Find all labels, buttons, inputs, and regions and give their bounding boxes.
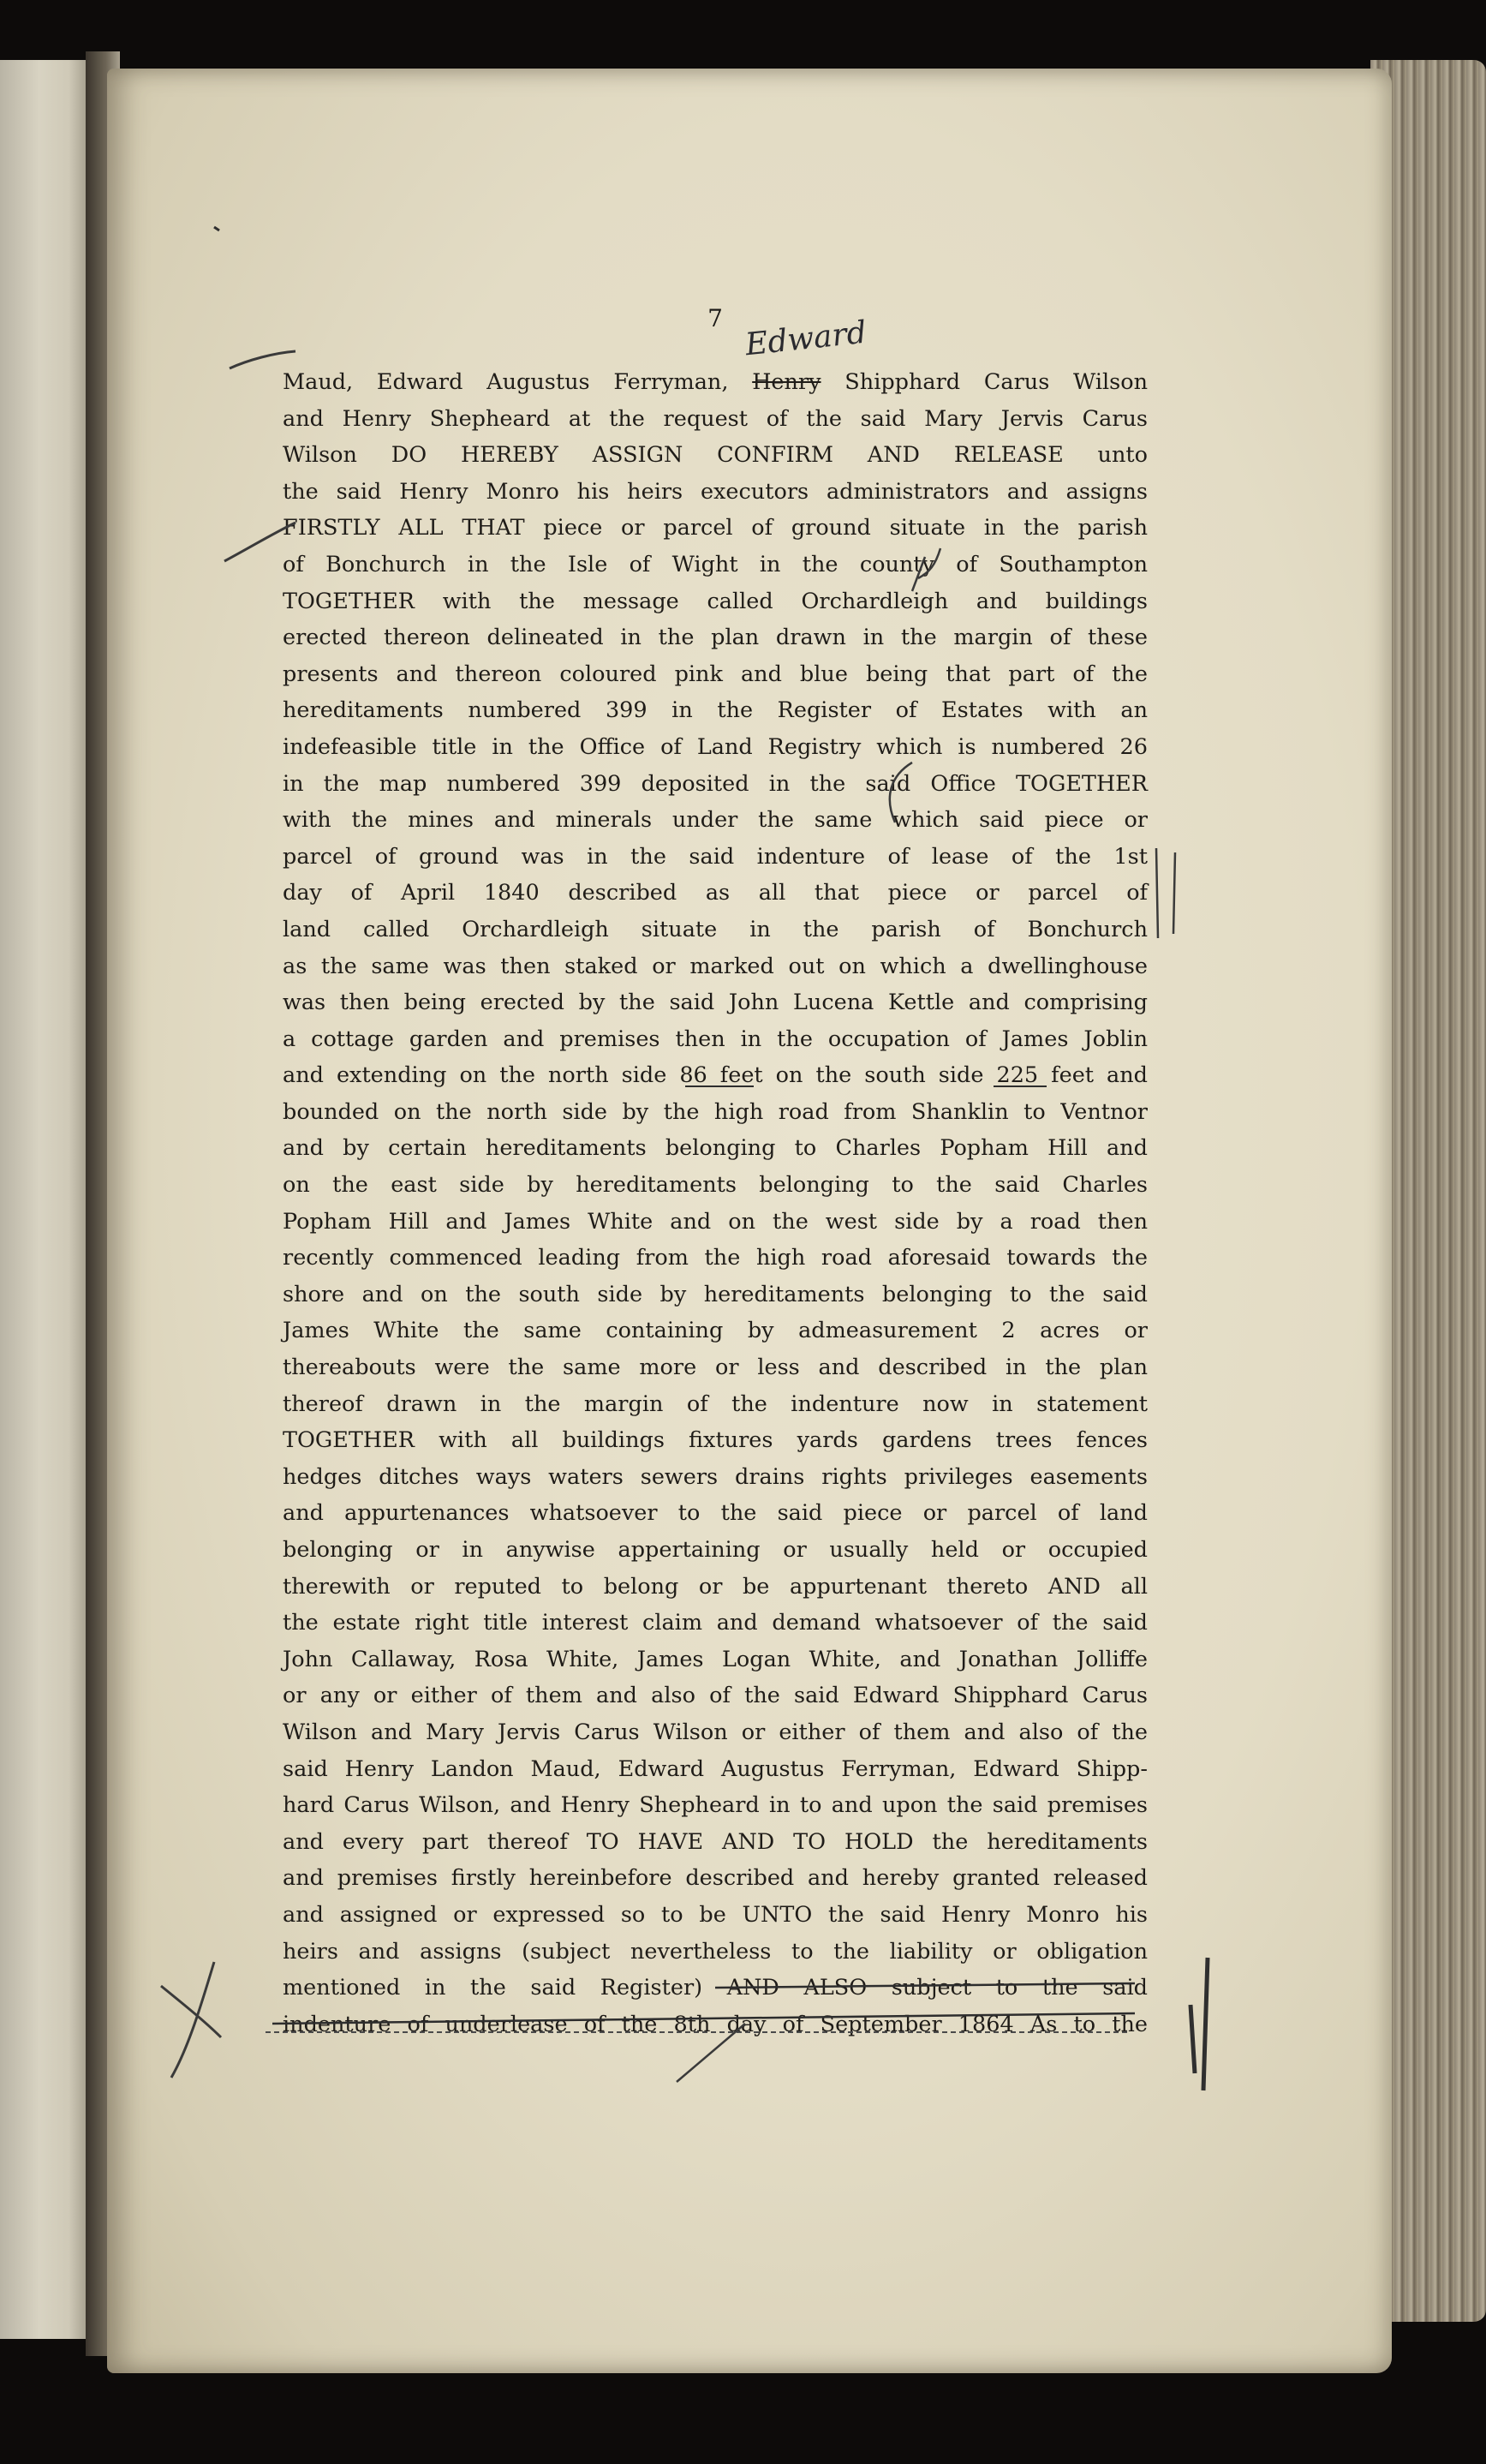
line-text: TOGETHER with the message called Orchardleigh and buildings [283, 588, 1148, 614]
line-text: and appurtenances whatsoever to the said piece or parcel of land [283, 1500, 1148, 1527]
line-text: the estate right title interest claim and demand whatsoever of the said [283, 1610, 1148, 1636]
line-text: and extending on the north side 86 feet on the south side 225 feet and [283, 1062, 1148, 1089]
text-line [283, 474, 1148, 511]
text-line [283, 729, 1148, 766]
text-line [283, 766, 1148, 803]
line-text: of Bonchurch in the Isle of Wight in the county of Southampton [283, 551, 1148, 577]
text-line [283, 1094, 1148, 1131]
text-line [283, 692, 1148, 729]
text-line [283, 1349, 1148, 1386]
deed-text [283, 364, 1148, 2042]
text-line [283, 839, 1148, 876]
text-line [283, 1130, 1148, 1167]
line-text: the said Henry Monro his heirs executors administrators and assigns [283, 478, 1148, 505]
line-text: TOGETHER with all buildings fixtures yards gardens trees fences [283, 1427, 1148, 1454]
text-line [283, 1787, 1148, 1824]
line-text: and assigned or expressed so to be UNTO the said Henry Monro his [283, 1901, 1148, 1928]
text-line [283, 948, 1148, 985]
previous-page-edge [0, 60, 98, 2339]
text-line [283, 656, 1148, 693]
text-line [283, 1386, 1148, 1423]
text-line [283, 1057, 1148, 1094]
page-number: 7 [707, 304, 723, 332]
line-text: with the mines and minerals under the same which said piece or [283, 807, 1148, 834]
text-line [283, 802, 1148, 839]
line-text: Popham Hill and James White and on the west side by a road then [283, 1208, 1148, 1235]
text-line [283, 1934, 1148, 1971]
line-text: hedges ditches ways waters sewers drains rights privileges easements [283, 1463, 1148, 1490]
text-line [283, 1459, 1148, 1496]
line-text: heirs and assigns (subject nevertheless to the liability or obligation [283, 1938, 1148, 1965]
line-text: and every part thereof TO HAVE AND TO HOLD the hereditaments [283, 1828, 1148, 1855]
line-text: thereabouts were the same more or less and described in the plan [283, 1355, 1148, 1381]
text-line [283, 1495, 1148, 1532]
line-text: and premises firstly hereinbefore described and hereby granted released [283, 1865, 1148, 1892]
line-text: belonging or in anywise appertaining or usually held or occupied [283, 1537, 1148, 1563]
text-line [283, 1897, 1148, 1934]
text-line [283, 1277, 1148, 1313]
text-line [283, 1240, 1148, 1277]
line-text: shore and on the south side by hereditaments belonging to the said [283, 1281, 1148, 1307]
line-text: or any or either of them and also of the said Edward Shipphard Carus [283, 1683, 1148, 1709]
line-text: land called Orchardleigh situate in the parish of Bonchurch [283, 916, 1148, 942]
text-line [283, 1714, 1148, 1751]
line-text: was then being erected by the said John Lucena Kettle and comprising [283, 990, 1148, 1016]
text-line [283, 1678, 1148, 1714]
line-text: said Henry Landon Maud, Edward Augustus Ferryman, Edward Shipp- [283, 1755, 1148, 1782]
line-text: parcel of ground was in the said indenture of lease of the 1st [283, 843, 1148, 870]
line-text: a cottage garden and premises then in the occupation of James Joblin [283, 1026, 1148, 1052]
text-line [283, 1204, 1148, 1241]
line-text: FIRSTLY ALL THAT piece or parcel of ground situate in the parish [283, 515, 1148, 541]
text-line [283, 1824, 1148, 1861]
line-text: erected thereon delineated in the plan drawn in the margin of these [283, 625, 1148, 651]
text-line [283, 1422, 1148, 1459]
line-text: thereof drawn in the margin of the indenture now in statement [283, 1390, 1148, 1417]
text-line [283, 583, 1148, 620]
line-text: on the east side by hereditaments belonging to the said Charles [283, 1172, 1148, 1199]
line-text: James White the same containing by admeasurement 2 acres or [283, 1318, 1148, 1344]
line-text: Maud, Edward Augustus Ferryman, [283, 369, 753, 395]
line-text: therewith or reputed to belong or be appurtenant thereto AND all [283, 1573, 1148, 1600]
text-line [283, 1532, 1148, 1569]
text-line [283, 1751, 1148, 1788]
text-line [283, 1605, 1148, 1642]
line-text: John Callaway, Rosa White, James Logan White, and Jonathan Jolliffe [283, 1646, 1148, 1672]
struck-word: Henry [752, 369, 821, 395]
text-line [283, 364, 1148, 401]
line-text: as the same was then staked or marked out on which a dwellinghouse [283, 953, 1148, 979]
line-text: Shipphard Carus Wilson [821, 369, 1148, 395]
line-text: in the map numbered 399 deposited in the said Office TOGETHER [283, 770, 1148, 797]
line-text: Wilson DO HEREBY ASSIGN CONFIRM AND RELEASE unto [283, 442, 1148, 469]
text-line [283, 875, 1148, 912]
line-text: indenture of underlease of the 8th day of September 1864 As to the [283, 2011, 1148, 2037]
line-text: Wilson and Mary Jervis Carus Wilson or either of them and also of the [283, 1719, 1148, 1745]
line-text: presents and thereon coloured pink and blue being that part of the [283, 661, 1148, 687]
line-text: hereditaments numbered 399 in the Register of Estates with an [283, 697, 1148, 724]
text-line [283, 912, 1148, 948]
text-line [283, 1021, 1148, 1058]
text-line [283, 437, 1148, 474]
text-line [283, 619, 1148, 656]
text-line [283, 510, 1148, 547]
line-text: indefeasible title in the Office of Land Registry which is numbered 26 [283, 733, 1148, 760]
line-text: recently commenced leading from the high road aforesaid towards the [283, 1245, 1148, 1271]
handwritten-insertion: Edward [743, 314, 868, 363]
text-line [283, 547, 1148, 583]
line-text: mentioned in the said Register) AND ALSO subject to the said [283, 1975, 1148, 2001]
text-line [283, 1167, 1148, 1204]
text-line [283, 984, 1148, 1021]
text-line [283, 2006, 1148, 2043]
text-line [283, 1569, 1148, 1606]
text-line [283, 1642, 1148, 1678]
line-text: and Henry Shepheard at the request of the said Mary Jervis Carus [283, 405, 1148, 432]
text-line [283, 1860, 1148, 1897]
text-line [283, 1313, 1148, 1349]
text-line [283, 401, 1148, 438]
line-text: and by certain hereditaments belonging to Charles Popham Hill and [283, 1135, 1148, 1162]
line-text: bounded on the north side by the high road from Shanklin to Ventnor [283, 1098, 1148, 1125]
line-text: day of April 1840 described as all that piece or parcel of [283, 880, 1148, 906]
text-line [283, 1970, 1148, 2006]
line-text: hard Carus Wilson, and Henry Shepheard in to and upon the said premises [283, 1792, 1148, 1819]
